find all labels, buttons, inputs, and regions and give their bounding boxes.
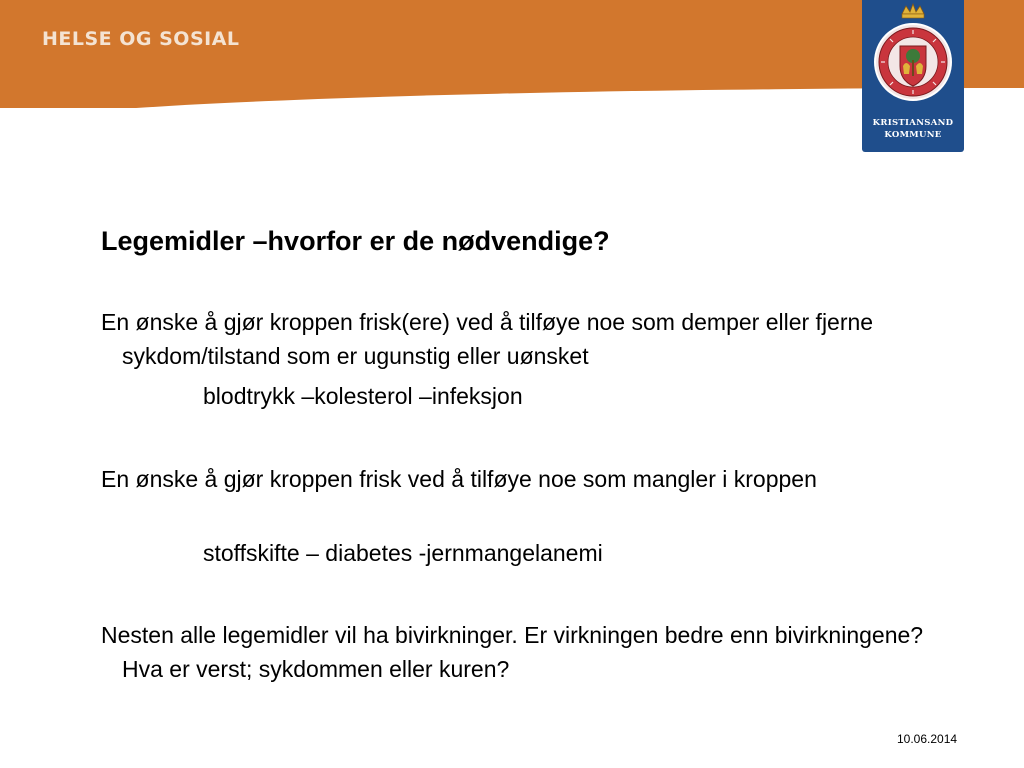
slide-date: 10.06.2014 — [897, 732, 958, 746]
logo-line-1: KRISTIANSAND — [872, 118, 954, 128]
paragraph-1: En ønske å gjør kroppen frisk(ere) ved å tilføye noe som demper eller fjerne sykdom/tilstand som er ugunstig eller uønsket — [101, 309, 874, 369]
paragraph-2-examples: stoffskifte – diabetes -jernmangelanemi — [203, 540, 603, 566]
department-title: HELSE OG SOSIAL — [42, 28, 240, 50]
slide-title: Legemidler –hvorfor er de nødvendige? — [101, 226, 610, 256]
municipality-logo — [862, 0, 964, 152]
logo-line-2: KOMMUNE — [884, 130, 942, 140]
kristiansand-coat-of-arms-icon — [862, 0, 964, 118]
paragraph-2: En ønske å gjør kroppen frisk ved å tilføye noe som mangler i kroppen — [101, 466, 817, 492]
paragraph-1-examples: blodtrykk –kolesterol –infeksjon — [203, 383, 523, 409]
paragraph-3: Nesten alle legemidler vil ha bivirkninger. Er virkningen bedre enn bivirkningene? Hva er verst; sykdommen eller kuren? — [101, 622, 924, 682]
